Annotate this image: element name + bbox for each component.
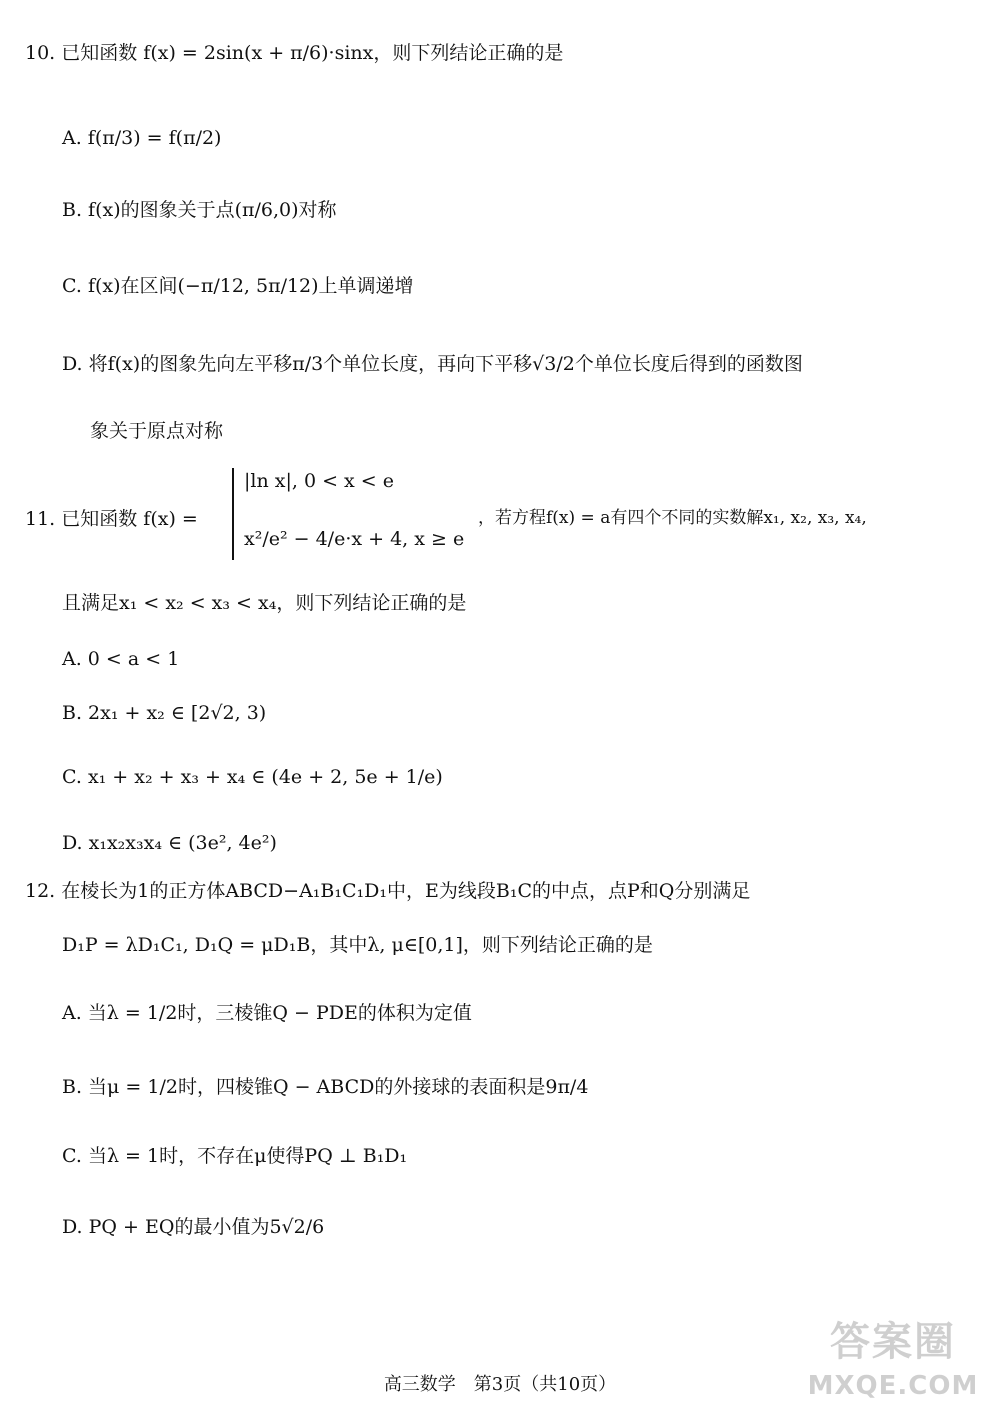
watermark-seal: 答案圈 [830, 1319, 956, 1365]
q10-option-b: B. f(x)的图象关于点(π/6,0)对称 [62, 199, 337, 221]
q10-option-d: D. 将f(x)的图象先向左平移π/3个单位长度，再向下平移√3/2个单位长度后得到的函数图 [62, 353, 803, 375]
question-text-suffix: ，若方程f(x) = a有四个不同的实数解x₁, x₂, x₃, x₄, [478, 508, 867, 528]
q11-option-b: B. 2x₁ + x₂ ∈ [2√2, 3) [62, 702, 267, 724]
q11-option-a: A. 0 < a < 1 [62, 648, 180, 670]
question-12-stem-line2: D₁P = λD₁C₁, D₁Q = μD₁B，其中λ, μ∈[0,1]，则下列结论正确的是 [62, 934, 653, 956]
question-number: 10. [25, 42, 56, 64]
piecewise-case-2: x²/e² − 4/e·x + 4, x ≥ e [244, 528, 465, 550]
q12-option-c: C. 当λ = 1时，不存在μ使得PQ ⊥ B₁D₁ [62, 1145, 408, 1167]
site-watermark [798, 1313, 988, 1413]
q11-option-d: D. x₁x₂x₃x₄ ∈ (3e², 4e²) [62, 832, 277, 854]
q10-option-d-continued: 象关于原点对称 [90, 420, 224, 442]
question-text: 已知函数 f(x) = 2sin(x + π/6)·sinx，则下列结论正确的是 [61, 42, 564, 64]
q12-option-a: A. 当λ = 1/2时，三棱锥Q − PDE的体积为定值 [62, 1002, 472, 1024]
piecewise-case-1: |ln x|, 0 < x < e [244, 470, 394, 492]
q11-option-c: C. x₁ + x₂ + x₃ + x₄ ∈ (4e + 2, 5e + 1/e) [62, 766, 443, 788]
piecewise-brace [232, 468, 234, 560]
watermark-site: MXQE.COM [807, 1371, 979, 1401]
question-text: 在棱长为1的正方体ABCD−A₁B₁C₁D₁中，E为线段B₁C的中点，点P和Q分别满足 [61, 880, 751, 902]
question-11-stem-line2: 且满足x₁ < x₂ < x₃ < x₄，则下列结论正确的是 [62, 592, 467, 614]
q10-option-c: C. f(x)在区间(−π/12, 5π/12)上单调递增 [62, 275, 414, 297]
q12-option-d: D. PQ + EQ的最小值为5√2/6 [62, 1216, 325, 1238]
question-10-stem [25, 42, 563, 65]
question-12-stem [25, 880, 750, 903]
question-text-prefix: 已知函数 f(x) = [61, 508, 198, 530]
page-footer: 高三数学 第3页（共10页） [383, 1374, 617, 1395]
q10-option-a: A. f(π/3) = f(π/2) [62, 127, 222, 149]
question-number: 11. [25, 508, 56, 530]
q12-option-b: B. 当μ = 1/2时，四棱锥Q − ABCD的外接球的表面积是9π/4 [62, 1076, 589, 1098]
question-11-stem [25, 508, 198, 531]
question-number: 12. [25, 880, 56, 902]
